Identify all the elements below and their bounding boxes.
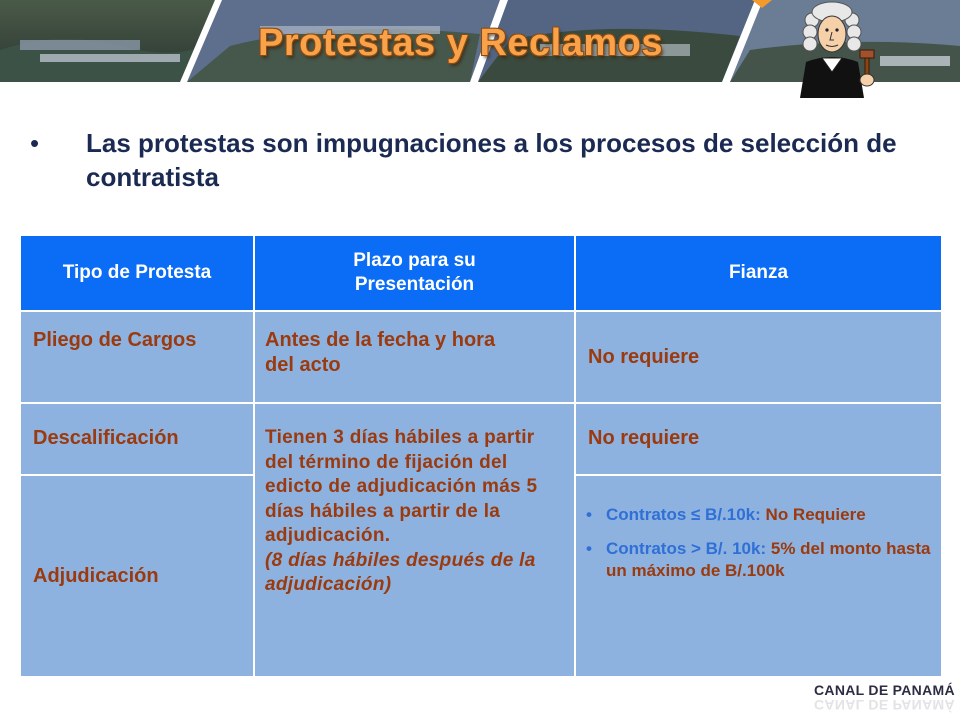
cell-tipo-adjudicacion — [21, 476, 253, 676]
cell-text: Antes de la fecha y hora del acto — [265, 329, 496, 376]
header-plazo: Plazo para su Presentación — [255, 236, 574, 310]
cell-tipo-descalificacion — [21, 404, 253, 474]
bullet-marker: • — [30, 128, 40, 158]
fianza-bullet-list — [576, 476, 941, 582]
cell-text: No requiere — [588, 345, 700, 368]
cell-fianza-adjudicacion — [576, 476, 941, 676]
list-item — [586, 538, 931, 582]
cell-fianza-pliego — [576, 312, 941, 402]
logo-reflection: CANAL DE PANAMÁ — [814, 697, 955, 713]
canal-de-panama-logo: CANAL DE PANAMÁ — [814, 682, 955, 698]
fianza-item-label: Contratos ≤ B/.10k: — [606, 505, 761, 524]
list-item — [586, 504, 931, 526]
plazo-shared-text: Tienen 3 días hábiles a partir del término de fijación del edicto de adjudicación más 5 días hábiles a partir de la adjudicación. — [265, 427, 538, 546]
fianza-item-label: Contratos > B/. 10k: — [606, 539, 767, 558]
cell-text: Descalificación — [33, 427, 179, 449]
cell-fianza-descalificacion — [576, 404, 941, 474]
cell-plazo-pliego — [255, 312, 574, 402]
intro-bullet-text: Las protestas son impugnaciones a los procesos de selección de contratista — [86, 128, 897, 192]
fianza-item-value: 5% del monto hasta un máximo de B/.100k — [606, 539, 931, 580]
cell-plazo-shared — [255, 404, 574, 676]
header-fianza: Fianza — [576, 236, 941, 310]
bullet-marker: • — [586, 539, 592, 558]
cell-text: No requiere — [588, 427, 700, 449]
cell-tipo-pliego — [21, 312, 253, 402]
fianza-item-value: No Requiere — [765, 505, 866, 524]
protest-table — [21, 236, 941, 676]
judge-with-gavel-icon — [782, 0, 882, 98]
header-tipo-de-protesta: Tipo de Protesta — [21, 236, 253, 310]
plazo-shared-note: (8 días hábiles después de la adjudicación) — [265, 549, 536, 595]
slide-title: Protestas y Reclamos — [258, 22, 663, 64]
cell-text: Adjudicación — [33, 564, 159, 587]
cell-text: Pliego de Cargos — [33, 329, 197, 351]
bullet-marker: • — [586, 505, 592, 524]
